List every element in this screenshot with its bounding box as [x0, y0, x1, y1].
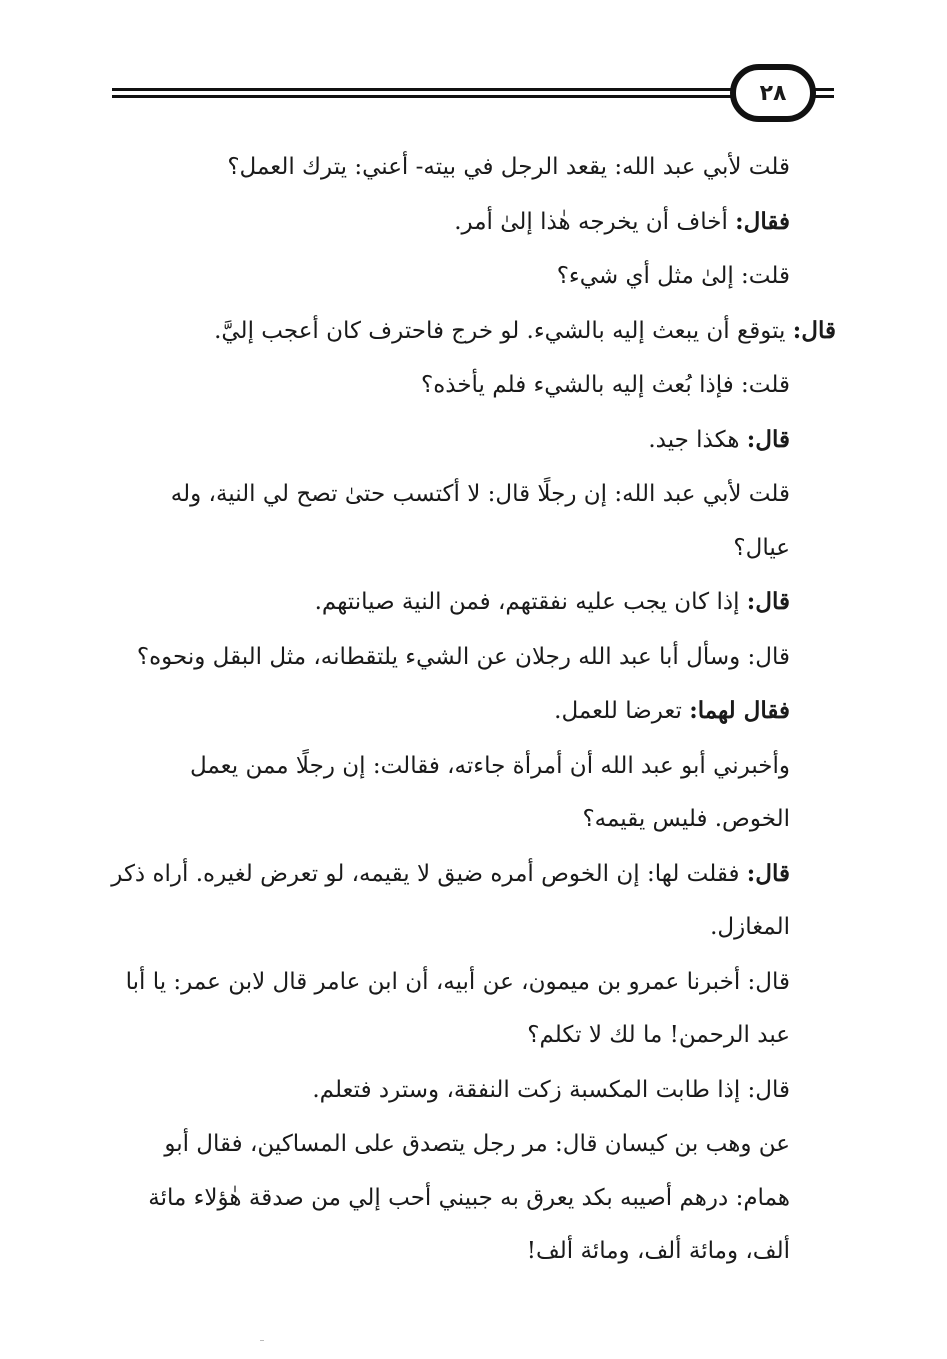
paragraph-text: يتوقع أن يبعث إليه بالشيء. لو خرج فاحترف كان أعجب إليَّ. — [214, 317, 793, 344]
paragraph-text: هكذا جيد. — [648, 426, 747, 453]
paragraph-text: قلت لأبي عبد الله: إن رجلًا قال: لا أكتسب حتىٰ تصح لي النية، وله عيال؟ — [170, 481, 790, 561]
paragraph — [108, 684, 836, 739]
paragraph — [108, 304, 836, 359]
paragraph — [108, 739, 836, 847]
paragraph-text: قال: أخبرنا عمرو بن ميمون، عن أبيه، أن ابن عامر قال لابن عمر: يا أبا عبد الرحمن! ما لك لا تكلم؟ — [125, 968, 790, 1048]
paragraph — [108, 249, 836, 304]
paragraph-text: قلت: فإذا بُعث إليه بالشيء فلم يأخذه؟ — [421, 372, 790, 398]
paragraph-text: أخاف أن يخرجه هٰذا إلىٰ أمر. — [454, 208, 736, 235]
paragraph-text: إذا كان يجب عليه نفقتهم، فمن النية صيانتهم. — [314, 589, 747, 615]
paragraph-text: قال: وسأل أبا عبد الله رجلان عن الشيء يلتقطانه، مثل البقل ونحوه؟ — [136, 643, 790, 670]
paragraph — [108, 955, 836, 1063]
paragraph — [108, 195, 836, 250]
paragraph — [108, 140, 836, 195]
paragraph-text: قلت لأبي عبد الله: يقعد الرجل في بيته- أعني: يترك العمل؟ — [227, 154, 790, 180]
scan-speck — [260, 1340, 264, 1341]
paragraph — [108, 467, 836, 575]
paragraph-text: فقلت لها: إن الخوص أمره ضيق لا يقيمه، لو تعرض لغيره. أراه ذكر المغازل. — [111, 860, 790, 940]
paragraph — [108, 575, 836, 630]
paragraph — [108, 847, 836, 955]
paragraph — [108, 1063, 836, 1118]
paragraph — [108, 1117, 836, 1279]
speaker-label: فقال: — [735, 207, 790, 235]
paragraph — [108, 413, 836, 468]
paragraph-text: وأخبرني أبو عبد الله أن أمرأة جاءته، فقالت: إن رجلًا ممن يعمل الخوص. فليس يقيمه؟ — [189, 752, 790, 832]
speaker-label: قال: — [792, 316, 836, 344]
page-body — [108, 140, 836, 1279]
page-number: ٢٨ — [730, 64, 816, 122]
paragraph-text: تعرضا للعمل. — [554, 698, 690, 724]
paragraph — [108, 630, 836, 685]
header-rule-bottom — [112, 95, 742, 98]
speaker-label: قال: — [746, 588, 790, 615]
header-rule-top — [112, 88, 742, 91]
paragraph — [108, 358, 836, 413]
page-header — [112, 62, 834, 128]
speaker-label: قال: — [746, 425, 790, 453]
paragraph-text: عن وهب بن كيسان قال: مر رجل يتصدق على المساكين، فقال أبو همام: درهم أصيبه بكد يعرق به جبيني أحب إلي من صدقة هٰؤلاء مائة ألف، ومائة ألف، ومائة ألف! — [148, 1131, 790, 1264]
speaker-label: قال: — [746, 859, 790, 887]
paragraph-text: قلت: إلىٰ مثل أي شيء؟ — [556, 263, 790, 289]
paragraph-text: قال: إذا طابت المكسبة زكت النفقة، وسترد فتعلم. — [312, 1076, 790, 1103]
speaker-label: فقال لهما: — [689, 697, 790, 724]
